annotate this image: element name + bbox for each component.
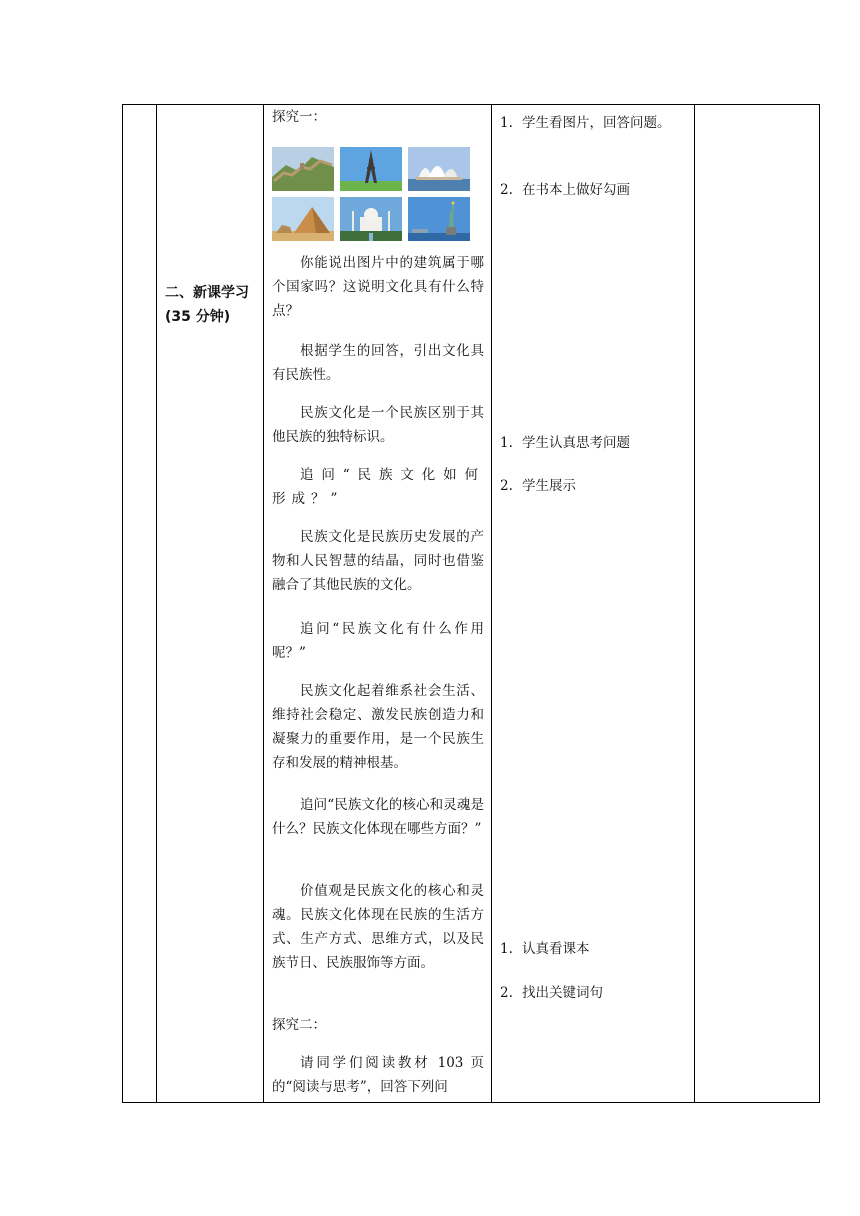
notes-column [695,105,820,1102]
step-number: 2. [500,985,513,1001]
paragraph-1: 根据学生的回答，引出文化具有民族性。 [272,343,484,383]
teacher-activity-column [264,105,491,1102]
student-step [500,433,630,453]
section-title [165,281,261,329]
landmark-images [272,147,472,237]
student-step [500,939,590,959]
step-text: 学生认真思考问题 [522,435,630,451]
section-duration: (35 分钟) [165,309,231,325]
step-text: 找出关键词句 [522,985,603,1001]
step-text: 学生展示 [522,478,576,494]
step-text: 认真看课本 [522,941,590,957]
statue-of-liberty-image [408,197,470,241]
explore2-label: 探究二： [272,1017,326,1033]
question-3: 追问“民族文化有什么作用呢？” [272,621,484,661]
stage-column [157,105,263,1102]
student-step [500,113,671,133]
step-number: 2. [500,182,513,198]
question-4: 追问“民族文化的核心和灵魂是什么？民族文化体现在哪些方面？” [272,797,484,837]
question-1: 你能说出图片中的建筑属于哪个国家吗？这说明文化具有什么特点？ [272,255,484,319]
student-step [500,983,603,1003]
paragraph-5: 价值观是民族文化的核心和灵魂。民族文化体现在民族的生活方式、生产方式、思维方式，以及民族节日、民族服饰等方面。 [272,883,484,971]
paragraph-4: 民族文化起着维系社会生活、维持社会稳定、激发民族创造力和凝聚力的重要作用，是一个民族生存和发展的精神根基。 [272,683,484,771]
step-number: 1. [500,435,513,451]
section-title-main: 二、新课学习 [165,285,249,301]
pyramids-image [272,197,334,241]
step-number: 2. [500,478,513,494]
lesson-table [122,104,820,1103]
paragraph-6: 请同学们阅读教材 103 页的“阅读与思考”，回答下列问 [272,1055,484,1095]
explore1-label: 探究一： [272,109,326,125]
student-activity-column [492,105,694,1102]
step-text: 学生看图片，回答问题。 [522,115,671,131]
question-2: 追问“民族文化如何形成？” [272,467,484,507]
index-column [123,105,156,1102]
taj-mahal-image [340,197,402,241]
student-step [500,476,576,496]
step-number: 1. [500,941,513,957]
paragraph-3: 民族文化是民族历史发展的产物和人民智慧的结晶，同时也借鉴融合了其他民族的文化。 [272,529,484,593]
great-wall-image [272,147,334,191]
sydney-opera-house-image [408,147,470,191]
student-step [500,180,630,200]
step-number: 1. [500,115,513,131]
step-text: 在书本上做好勾画 [522,182,630,198]
eiffel-tower-image [340,147,402,191]
paragraph-2: 民族文化是一个民族区别于其他民族的独特标识。 [272,405,484,445]
